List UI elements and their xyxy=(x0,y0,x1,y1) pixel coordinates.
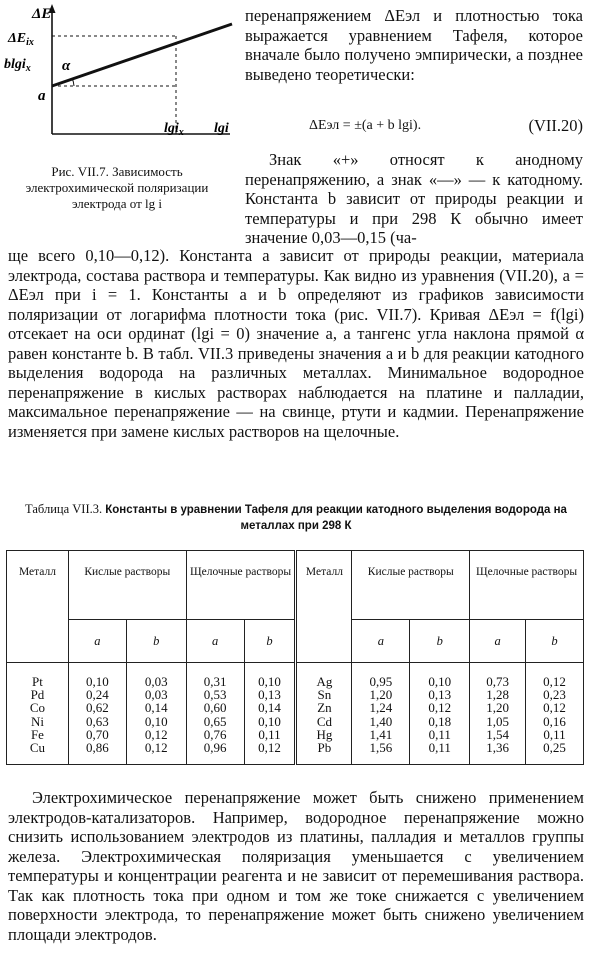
cell: 1,36 xyxy=(486,740,509,756)
cell: 0,11 xyxy=(543,726,566,742)
col-right-alk-b xyxy=(526,663,584,765)
cell: Cd xyxy=(316,713,332,729)
equation-row xyxy=(245,116,583,138)
cell: 0,13 xyxy=(428,687,452,703)
cell: 0,86 xyxy=(85,740,109,756)
cell: 0,53 xyxy=(203,687,227,703)
tafel-equation: ΔEэл = ±(a + b lgi). xyxy=(309,118,422,133)
col-left-acid-a xyxy=(68,663,126,765)
col-right-acid-b xyxy=(410,663,470,765)
tafel-constants-table xyxy=(6,550,584,765)
cell: 0,13 xyxy=(258,687,281,703)
header-metal-left: Металл xyxy=(7,551,69,663)
table-title-bold: Константы в уравнении Тафеля для реакции катодного выделения водорода на металлах при 298 К xyxy=(105,504,567,532)
cell: Sn xyxy=(317,687,332,703)
col-right-alk-a xyxy=(470,663,526,765)
cell: 0,31 xyxy=(203,674,227,689)
label-alpha: α xyxy=(62,58,71,74)
col-left-alk-a xyxy=(186,663,244,765)
cell: 1,20 xyxy=(369,687,393,703)
cell: 0,11 xyxy=(258,726,281,742)
header-a: a xyxy=(352,620,410,663)
cell: Pt xyxy=(32,674,43,689)
header-b: b xyxy=(526,620,584,663)
table-title xyxy=(8,502,584,534)
col-left-acid-b xyxy=(126,663,186,765)
cell: 0,10 xyxy=(258,713,281,729)
cell: 1,20 xyxy=(486,700,509,716)
cell: 1,56 xyxy=(369,740,393,756)
cell: 0,14 xyxy=(144,700,168,716)
tafel-figure xyxy=(2,2,238,142)
label-delta-eix: $\Delta E_{ix}$ xyxy=(8,31,34,48)
cell: Co xyxy=(29,700,46,716)
paragraph-catalysts: Электрохимическое перенапряжение может быть снижено применением электродов-катализаторов. Например, водородное перенапряжение можно снизить использованием электродов из платины, палладия и металлов группы железа. Электрохимическая поляризация уменьшается с увеличением температуры и концентрации реагента и не зависит от перемешивания раствора. Так как плотность тока при одном и том же токе снижается с увеличением поверхности электрода, то перенапряжение может быть снижено увеличением площади электродов. xyxy=(8,788,584,944)
cell: 0,73 xyxy=(486,674,509,689)
cell: 0,14 xyxy=(258,700,281,716)
header-alkaline-right: Щелочные растворы xyxy=(470,551,584,620)
cell: 0,62 xyxy=(85,700,109,716)
table-header-row-2 xyxy=(7,620,584,663)
header-b: b xyxy=(126,620,186,663)
header-a: a xyxy=(68,620,126,663)
cell: 0,12 xyxy=(144,740,168,756)
col-left-alk-b xyxy=(244,663,296,765)
cell: 0,60 xyxy=(203,700,227,716)
cell: Pd xyxy=(30,687,45,703)
header-acid-left: Кислые растворы xyxy=(68,551,186,620)
cell: 0,03 xyxy=(144,687,168,703)
x-axis-label: lgi xyxy=(214,121,229,136)
cell: 0,12 xyxy=(543,674,566,689)
cell: 0,03 xyxy=(144,674,168,689)
cell: 0,25 xyxy=(543,740,566,756)
figure-caption: Рис. VII.7. Зависимость электрохимической поляризации электрода от lg i xyxy=(25,164,209,211)
tafel-line xyxy=(52,24,232,86)
label-lgix: lgi$_x$ xyxy=(164,121,184,138)
table-title-prefix: Таблица VII.3. xyxy=(25,502,103,516)
cell: 0,23 xyxy=(543,687,566,703)
cell: 0,12 xyxy=(144,726,168,742)
cell: Hg xyxy=(316,726,333,742)
header-metal-right: Металл xyxy=(296,551,352,663)
header-a: a xyxy=(186,620,244,663)
col-metals-right xyxy=(296,663,352,765)
header-acid-right: Кислые растворы xyxy=(352,551,470,620)
cell: 1,54 xyxy=(486,726,509,742)
header-b: b xyxy=(410,620,470,663)
cell: Fe xyxy=(30,726,44,742)
cell: 0,10 xyxy=(428,674,452,689)
cell: 0,96 xyxy=(203,740,227,756)
col-right-acid-a xyxy=(352,663,410,765)
label-a: a xyxy=(38,88,46,104)
cell: 0,10 xyxy=(85,674,109,689)
cell: Ni xyxy=(30,713,44,729)
cell: 0,63 xyxy=(85,713,109,729)
cell: 0,12 xyxy=(543,700,566,716)
cell: Ag xyxy=(316,674,333,689)
table-header-row-1 xyxy=(7,551,584,620)
cell: 0,11 xyxy=(428,740,451,756)
y-axis-label: ΔE xyxy=(32,6,52,22)
cell: 0,10 xyxy=(258,674,281,689)
header-alkaline-left: Щелочные растворы xyxy=(186,551,296,620)
cell: 1,05 xyxy=(486,713,509,729)
cell: 0,18 xyxy=(428,713,452,729)
tafel-plot xyxy=(2,2,238,142)
cell: 1,41 xyxy=(369,726,393,742)
table-body-row xyxy=(7,663,584,765)
header-a: a xyxy=(470,620,526,663)
paragraph-sign-constants-top: Знак «+» относят к анодному перенапряжению, а знак «—» — к катодному. Константа b зависит от природы реакции и температуры и при 298 К обычно имеет значение 0,03—0,15 (ча- xyxy=(245,150,583,247)
cell: 0,12 xyxy=(428,700,452,716)
cell: 0,95 xyxy=(369,674,393,689)
cell: Zn xyxy=(317,700,332,716)
paragraph-sign-constants-cont: ще всего 0,10—0,12). Константа a зависит от природы реакции, материала электрода, состава раствора и температуры. Как видно из уравнения (VII.20), a = ΔEэл при i = 1. Константы a и b определяют из графиков зависимости поляризации от логарифма плотности тока (рис. VII.7). Кривая ΔEэл = f(lgi) отсекает на оси ординат (lgi = 0) значение a, а тангенс угла наклона прямой α равен константе b. В табл. VII.3 приведены значения a и b для реакции катодного выделения водорода на различных металлах. Минимальное водородное перенапряжение в кислых растворах наблюдается на платине и палладии, максимальное перенапряжение — на свинце, ртути и кадмии. Перенапряжение изменяется при замене кислых растворов на щелочные. xyxy=(8,246,584,441)
cell: 0,11 xyxy=(428,726,451,742)
cell: 1,24 xyxy=(369,700,393,716)
header-b: b xyxy=(244,620,296,663)
cell: 0,65 xyxy=(203,713,227,729)
cell: Pb xyxy=(317,740,332,756)
col-metals-left xyxy=(7,663,69,765)
cell: 0,24 xyxy=(85,687,109,703)
cell: 0,10 xyxy=(144,713,168,729)
cell: 1,28 xyxy=(486,687,509,703)
cell: 0,76 xyxy=(203,726,227,742)
intro-paragraph: перенапряжением ΔEэл и плотностью тока выражается уравнением Тафеля, которое вначале было получено эмпирически, а позднее выведено теоретически: xyxy=(245,6,583,84)
cell: Cu xyxy=(29,740,46,756)
label-b-lgix: blgi$_x$ xyxy=(4,57,31,74)
cell: 0,12 xyxy=(258,740,281,756)
equation-number: (VII.20) xyxy=(528,116,583,135)
cell: 0,70 xyxy=(85,726,109,742)
cell: 0,16 xyxy=(543,713,566,729)
cell: 1,40 xyxy=(369,713,393,729)
